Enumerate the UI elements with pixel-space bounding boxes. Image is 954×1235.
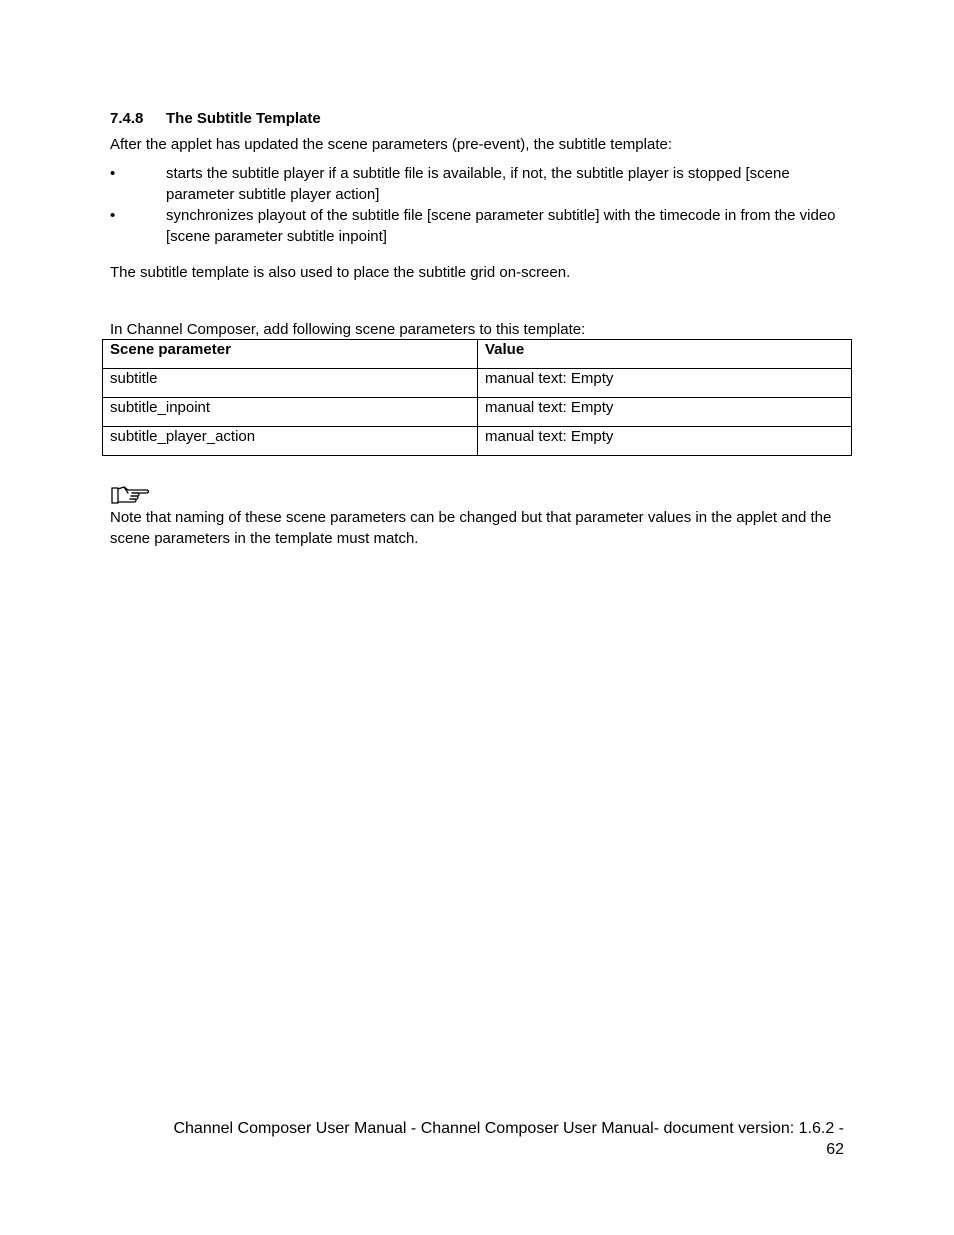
table-row	[103, 369, 852, 398]
table-header-row	[103, 340, 852, 369]
bullet-icon: •	[110, 207, 116, 224]
table-cell-value: manual text: Empty	[478, 398, 852, 427]
bullet-text: starts the subtitle player if a subtitle file is available, if not, the subtitle player is stopped [scene parameter subtitle player action]	[166, 165, 790, 203]
column-header-value: Value	[478, 340, 852, 369]
intro-paragraph: After the applet has updated the scene parameters (pre-event), the subtitle template:	[110, 136, 672, 153]
list-item	[110, 163, 850, 205]
column-header-scene-parameter: Scene parameter	[103, 340, 478, 369]
table-cell-parameter: subtitle_inpoint	[103, 398, 478, 427]
bullet-list	[110, 163, 850, 247]
bullet-icon: •	[110, 165, 116, 182]
table-cell-value: manual text: Empty	[478, 369, 852, 398]
list-item	[110, 205, 850, 247]
section-number: 7.4.8	[110, 110, 144, 127]
table-cell-parameter: subtitle	[103, 369, 478, 398]
table-cell-parameter: subtitle_player_action	[103, 427, 478, 456]
pointing-hand-icon	[110, 484, 152, 506]
page-footer: Channel Composer User Manual - Channel Composer User Manual- document version: 1.6.2 - 62	[173, 1120, 844, 1158]
table-cell-value: manual text: Empty	[478, 427, 852, 456]
table-row	[103, 427, 852, 456]
grid-paragraph: The subtitle template is also used to place the subtitle grid on-screen.	[110, 264, 571, 281]
bullet-text: synchronizes playout of the subtitle file [scene parameter subtitle] with the timecode in from the video [scene parameter subtitle inpoint]	[166, 207, 836, 245]
table-intro-paragraph: In Channel Composer, add following scene parameters to this template:	[110, 321, 586, 338]
scene-parameter-table	[102, 339, 852, 456]
note-paragraph: Note that naming of these scene parameters can be changed but that parameter values in the applet and the scene parameters in the template must match.	[110, 509, 832, 547]
table-row	[103, 398, 852, 427]
section-heading	[110, 108, 321, 129]
section-title: The Subtitle Template	[166, 110, 321, 127]
